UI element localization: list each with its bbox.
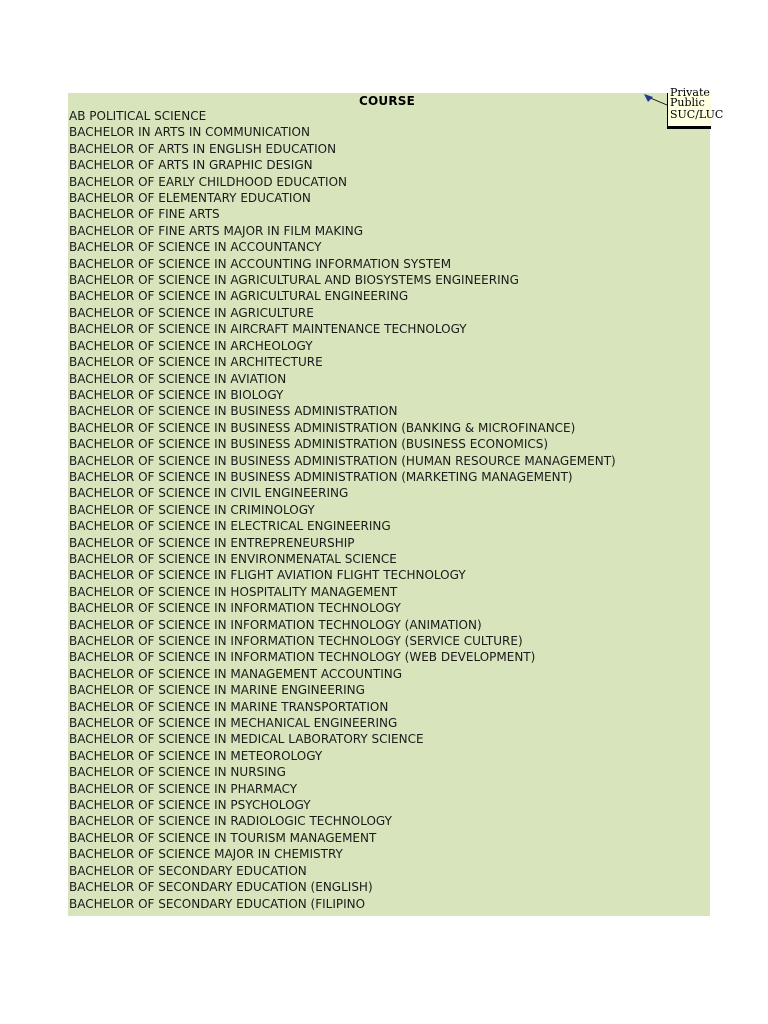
course-row[interactable]: BACHELOR OF FINE ARTS MAJOR IN FILM MAKING [69,223,364,238]
course-row[interactable]: BACHELOR OF SCIENCE IN HOSPITALITY MANAGEMENT [69,584,398,599]
comment-pointer-icon [644,94,668,110]
course-row[interactable]: BACHELOR OF SCIENCE IN PSYCHOLOGY [69,798,311,813]
course-row[interactable]: BACHELOR OF SCIENCE IN AVIATION [69,371,287,386]
course-row[interactable]: BACHELOR OF FINE ARTS [69,207,220,222]
course-row[interactable]: BACHELOR IN ARTS IN COMMUNICATION [69,125,310,140]
course-row[interactable]: BACHELOR OF SCIENCE IN BUSINESS ADMINISTRATION (BANKING & MICROFINANCE) [69,420,576,435]
course-row[interactable]: BACHELOR OF SCIENCE IN MANAGEMENT ACCOUNTING [69,666,403,681]
course-row[interactable]: BACHELOR OF SCIENCE IN INFORMATION TECHNOLOGY (SERVICE CULTURE) [69,634,523,648]
cell-comment-note[interactable] [667,86,724,129]
course-row[interactable]: BACHELOR OF ARTS IN GRAPHIC DESIGN [69,158,313,173]
course-row[interactable]: BACHELOR OF SCIENCE IN AIRCRAFT MAINTENANCE TECHNOLOGY [69,322,467,337]
course-row[interactable]: BACHELOR OF SCIENCE IN AGRICULTURAL AND BIOSYSTEMS ENGINEERING [69,273,519,288]
course-row[interactable]: BACHELOR OF SECONDARY EDUCATION (FILIPINO [69,896,366,911]
course-row[interactable]: BACHELOR OF SCIENCE IN PHARMACY [69,781,298,796]
course-row[interactable]: BACHELOR OF SCIENCE IN METEOROLOGY [69,748,323,763]
course-row[interactable]: BACHELOR OF SCIENCE IN INFORMATION TECHNOLOGY [69,601,401,616]
course-row[interactable]: BACHELOR OF EARLY CHILDHOOD EDUCATION [69,174,347,189]
course-row[interactable]: BACHELOR OF SCIENCE IN MEDICAL LABORATORY SCIENCE [69,732,424,747]
course-row[interactable]: BACHELOR OF SCIENCE IN INFORMATION TECHNOLOGY (WEB DEVELOPMENT) [69,650,536,665]
course-row[interactable]: BACHELOR OF SCIENCE IN ARCHITECTURE [69,355,323,370]
course-row[interactable]: BACHELOR OF SCIENCE IN ELECTRICAL ENGINEERING [69,519,391,534]
course-row[interactable]: BACHELOR OF SCIENCE IN BUSINESS ADMINISTRATION [69,404,398,419]
column-header-course[interactable]: COURSE [358,94,416,108]
course-row[interactable]: BACHELOR OF SCIENCE IN BUSINESS ADMINISTRATION (HUMAN RESOURCE MANAGEMENT) [69,453,616,468]
course-row[interactable]: BACHELOR OF SCIENCE IN CRIMINOLOGY [69,502,315,517]
course-row[interactable]: BACHELOR OF SCIENCE IN ACCOUNTING INFORMATION SYSTEM [69,256,452,271]
course-row[interactable]: BACHELOR OF SCIENCE IN TOURISM MANAGEMENT [69,830,377,845]
course-row[interactable]: BACHELOR OF SCIENCE IN CIVIL ENGINEERING [69,486,349,501]
course-row[interactable]: BACHELOR OF SCIENCE IN MECHANICAL ENGINEERING [69,716,398,731]
course-row[interactable]: BACHELOR OF SCIENCE IN ACCOUNTANCY [69,240,322,255]
course-row[interactable]: BACHELOR OF SCIENCE MAJOR IN CHEMISTRY [69,847,343,862]
course-row[interactable]: BACHELOR OF SCIENCE IN BIOLOGY [69,387,284,402]
course-row[interactable]: BACHELOR OF SCIENCE IN ENTREPRENEURSHIP [69,535,355,550]
course-list [69,108,616,912]
course-row[interactable]: BACHELOR OF SCIENCE IN INFORMATION TECHNOLOGY (ANIMATION) [69,617,482,632]
comment-line-suc-luc: SUC/LUC [670,108,724,121]
course-row[interactable]: BACHELOR OF SCIENCE IN MARINE TRANSPORTATION [69,699,389,714]
course-row[interactable]: BACHELOR OF SECONDARY EDUCATION [69,863,307,878]
course-row[interactable]: BACHELOR OF SCIENCE IN MARINE ENGINEERING [69,683,365,698]
course-row[interactable]: BACHELOR OF ARTS IN ENGLISH EDUCATION [69,141,337,156]
course-row[interactable]: BACHELOR OF SCIENCE IN BUSINESS ADMINISTRATION (MARKETING MANAGEMENT) [69,469,573,484]
course-row[interactable]: BACHELOR OF SCIENCE IN FLIGHT AVIATION FLIGHT TECHNOLOGY [69,568,466,583]
course-table [68,93,710,916]
comment-line-public: Public [670,96,705,109]
course-row[interactable]: BACHELOR OF SCIENCE IN RADIOLOGIC TECHNOLOGY [69,814,392,829]
course-row[interactable]: BACHELOR OF SCIENCE IN BUSINESS ADMINISTRATION (BUSINESS ECONOMICS) [69,437,549,452]
course-row[interactable]: BACHELOR OF ELEMENTARY EDUCATION [69,191,311,206]
comment-line-private: Private [670,86,710,99]
course-row[interactable]: AB POLITICAL SCIENCE [69,109,207,123]
course-row[interactable]: BACHELOR OF SCIENCE IN AGRICULTURAL ENGINEERING [69,289,409,304]
course-row[interactable]: BACHELOR OF SCIENCE IN AGRICULTURE [69,305,314,320]
course-row[interactable]: BACHELOR OF SECONDARY EDUCATION (ENGLISH) [69,880,373,895]
course-row[interactable]: BACHELOR OF SCIENCE IN ARCHEOLOGY [69,338,313,353]
course-row[interactable]: BACHELOR OF SCIENCE IN ENVIRONMENATAL SCIENCE [69,551,397,566]
course-row[interactable]: BACHELOR OF SCIENCE IN NURSING [69,765,286,780]
